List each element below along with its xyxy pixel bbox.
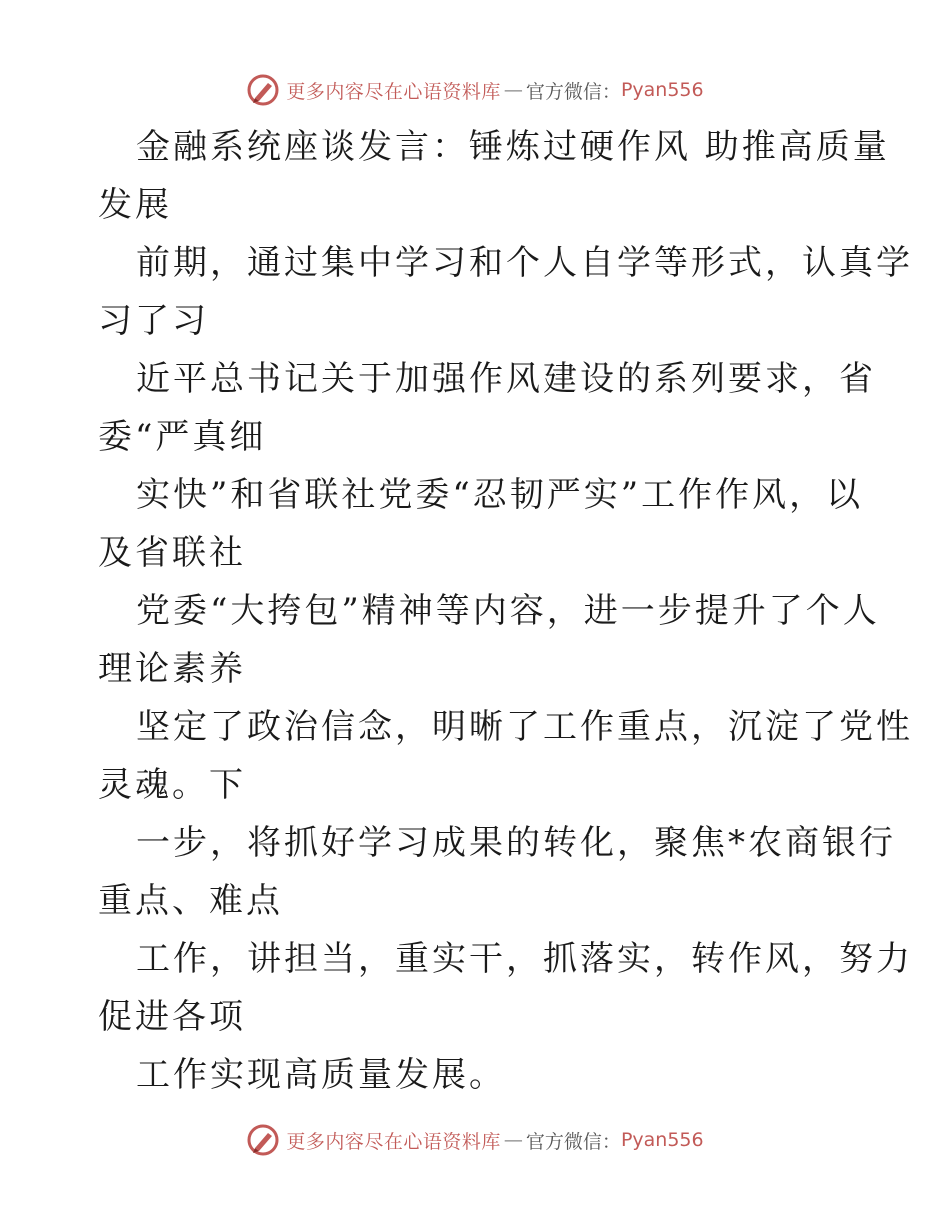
doc-line: 习了习 — [98, 301, 209, 341]
banner-label: 官方微信： — [525, 80, 621, 103]
doc-line-title-2: 发展 — [98, 185, 172, 225]
pen-logo-icon — [246, 73, 280, 107]
doc-line: 工作实现高质量发展。 — [136, 1055, 506, 1095]
doc-line: 工作，讲担当，重实干，抓落实，转作风，努力 — [136, 939, 913, 979]
document-body — [98, 118, 913, 1104]
banner-wechat-id: Pyan556 — [620, 1129, 704, 1151]
doc-line: 实快”和省联社党委“忍韧严实”工作作风，以 — [136, 475, 864, 515]
footer-watermark — [0, 1120, 950, 1160]
banner-dash: — — [503, 1129, 523, 1151]
banner-wechat-id: Pyan556 — [620, 79, 704, 101]
doc-line-title-1: 金融系统座谈发言：锤炼过硬作风 助推高质量 — [136, 127, 890, 167]
doc-line: 委“严真细 — [98, 417, 267, 457]
banner-label: 官方微信： — [525, 1130, 621, 1153]
pen-logo-icon — [246, 1123, 280, 1157]
doc-line: 重点、难点 — [98, 881, 283, 921]
header-watermark — [0, 70, 950, 110]
banner-text: 更多内容尽在心语资料库 — [286, 1130, 501, 1153]
doc-line: 理论素养 — [98, 649, 246, 689]
banner-dash: — — [503, 79, 523, 101]
doc-line: 促进各项 — [98, 997, 246, 1037]
doc-line: 党委“大挎包”精神等内容，进一步提升了个人 — [136, 591, 880, 631]
doc-line: 前期，通过集中学习和个人自学等形式，认真学 — [136, 243, 913, 283]
banner-text: 更多内容尽在心语资料库 — [286, 80, 501, 103]
doc-line: 及省联社 — [98, 533, 246, 573]
doc-line: 一步，将抓好学习成果的转化，聚焦*农商银行 — [136, 823, 896, 863]
doc-line: 灵魂。下 — [98, 765, 246, 805]
doc-line: 近平总书记关于加强作风建设的系列要求，省 — [136, 359, 876, 399]
doc-line: 坚定了政治信念，明晰了工作重点，沉淀了党性 — [136, 707, 913, 747]
